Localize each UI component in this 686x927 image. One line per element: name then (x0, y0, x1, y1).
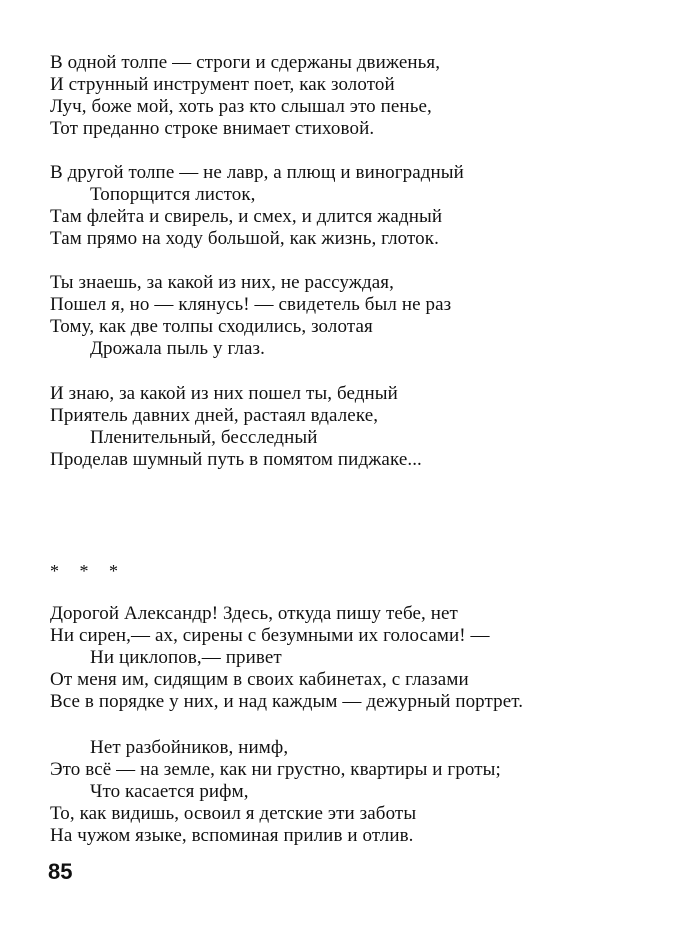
poem-line-indented: Что касается рифм, (90, 781, 249, 802)
poem-line: Дорогой Александр! Здесь, откуда пишу тебе, нет (50, 603, 458, 624)
poem-line: Ни сирен,— ах, сирены с безумными их голосами! — (50, 625, 490, 646)
poem-line: Тот преданно строке внимает стиховой. (50, 118, 375, 139)
poem-line: Ты знаешь, за какой из них, не рассуждая, (50, 272, 394, 293)
poem-line: То, как видишь, освоил я детские эти заботы (50, 803, 417, 824)
poem-line: От меня им, сидящим в своих кабинетах, с глазами (50, 669, 469, 690)
poem-line-indented: Пленительный, бесследный (90, 427, 318, 448)
poem-line-indented: Топорщится листок, (90, 184, 256, 205)
poem-line: И знаю, за какой из них пошел ты, бедный (50, 383, 398, 404)
poem-line: Проделав шумный путь в помятом пиджаке... (50, 449, 422, 470)
poem-line: Луч, боже мой, хоть раз кто слышал это пенье, (50, 96, 432, 117)
poem-line: На чужом языке, вспоминая прилив и отлив. (50, 825, 414, 846)
poem-line: Там прямо на ходу большой, как жизнь, глоток. (50, 228, 439, 249)
poem-line: В одной толпе — строги и сдержаны движенья, (50, 52, 441, 73)
poem-line: Это всё — на земле, как ни грустно, квартиры и гроты; (50, 759, 501, 780)
poem-line-indented: Ни циклопов,— привет (90, 647, 282, 668)
poem-line: В другой толпе — не лавр, а плющ и виноградный (50, 162, 464, 183)
poem-line: Тому, как две толпы сходились, золотая (50, 316, 373, 337)
poem-line: Все в порядке у них, и над каждым — дежурный портрет. (50, 691, 524, 712)
section-separator: * * * (50, 561, 126, 581)
poem-line: Пошел я, но — клянусь! — свидетель был не раз (50, 294, 452, 315)
page-number: 85 (48, 859, 73, 884)
poem-line: Там флейта и свирель, и смех, и длится жадный (50, 206, 443, 227)
poem-line-indented: Дрожала пыль у глаз. (90, 338, 265, 359)
poem-line: Приятель давних дней, растаял вдалеке, (50, 405, 379, 426)
poem-line: И струнный инструмент поет, как золотой (50, 74, 395, 95)
poem-line-indented: Нет разбойников, нимф, (90, 737, 289, 758)
